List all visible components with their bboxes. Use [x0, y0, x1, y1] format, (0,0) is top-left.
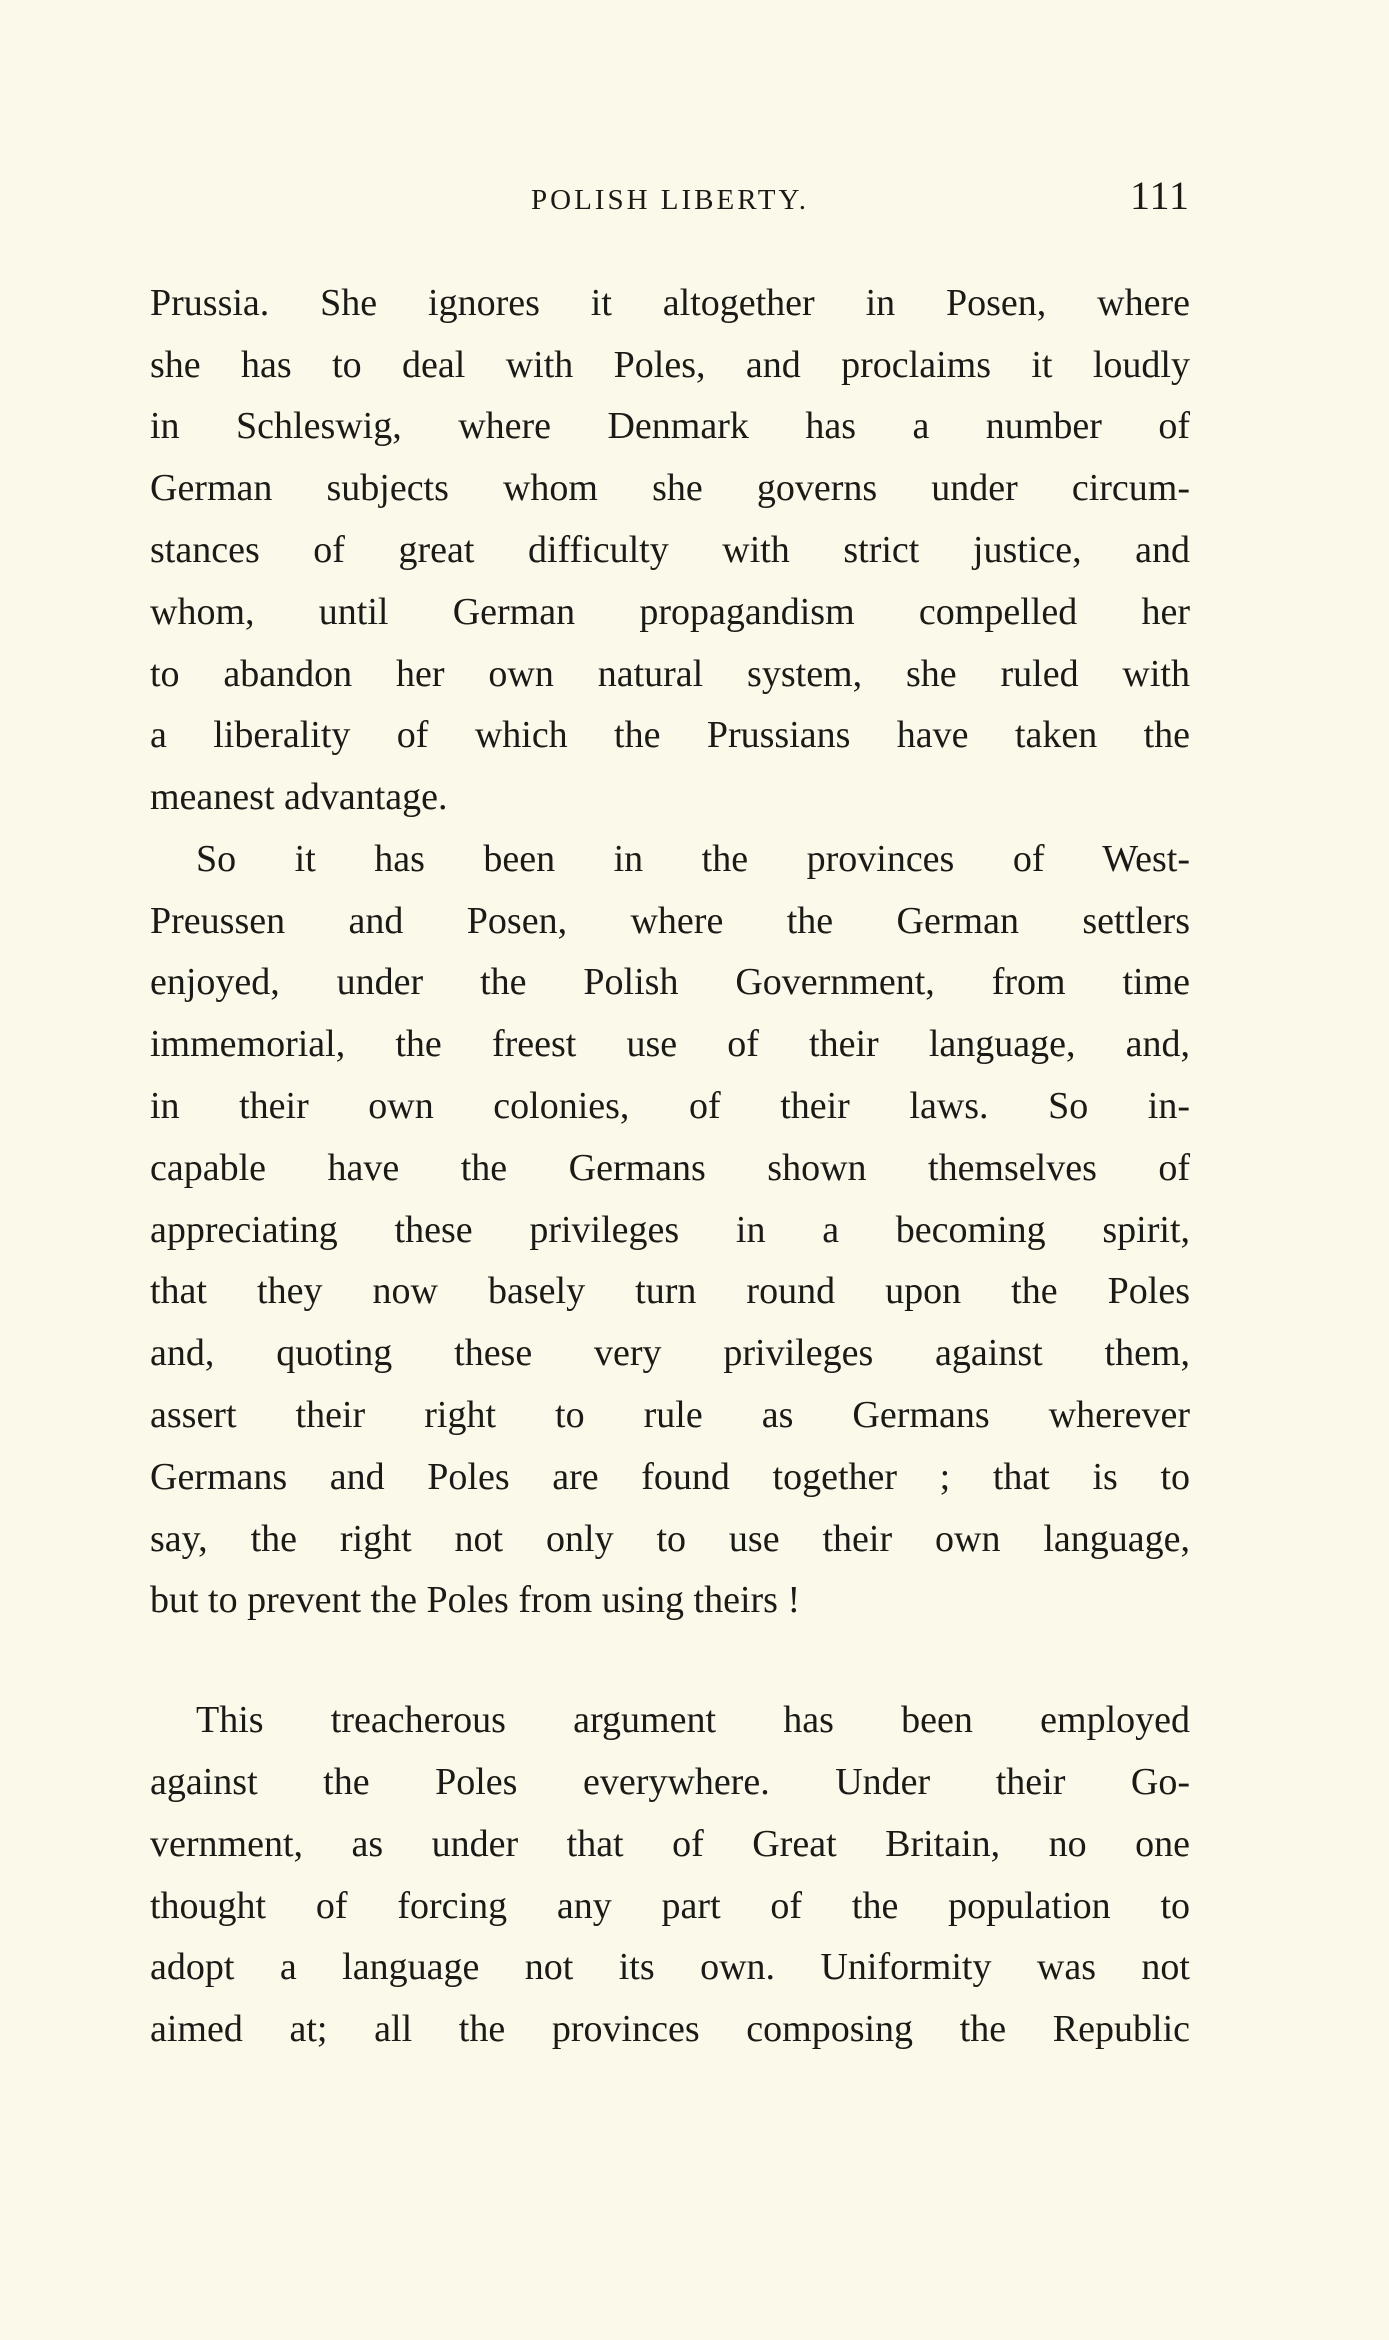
text-line: So it has been in the provinces of West- — [196, 838, 1190, 880]
text-line: say, the right not only to use their own language, — [150, 1518, 1190, 1560]
text-line: capable have the Germans shown themselves of — [150, 1147, 1190, 1189]
text-line: stances of great difficulty with strict justice, and — [150, 529, 1190, 571]
text-line: meanest advantage. — [150, 776, 448, 818]
text-line: to abandon her own natural system, she ruled with — [150, 653, 1190, 695]
text-line: thought of forcing any part of the population to — [150, 1885, 1190, 1927]
text-line: This treacherous argument has been employed — [196, 1699, 1190, 1741]
text-line: but to prevent the Poles from using theirs ! — [150, 1579, 801, 1621]
text-line: vernment, as under that of Great Britain, no one — [150, 1823, 1190, 1865]
text-line: and, quoting these very privileges against them, — [150, 1332, 1190, 1374]
text-line: in Schleswig, where Denmark has a number of — [150, 405, 1190, 447]
running-head — [150, 172, 1190, 232]
text-line: she has to deal with Poles, and proclaims it loudly — [150, 344, 1190, 386]
text-line: immemorial, the freest use of their language, and, — [150, 1023, 1190, 1065]
text-line: in their own colonies, of their laws. So in- — [150, 1085, 1190, 1127]
text-line: assert their right to rule as Germans wherever — [150, 1394, 1190, 1436]
text-line: Germans and Poles are found together ; that is to — [150, 1456, 1190, 1498]
page-number: 111 — [1129, 173, 1190, 218]
text-line: aimed at; all the provinces composing the Republic — [150, 2008, 1190, 2050]
text-line: whom, until German propagandism compelled her — [150, 591, 1190, 633]
running-title: POLISH LIBERTY. — [531, 184, 809, 216]
text-line: German subjects whom she governs under circum- — [150, 467, 1190, 509]
text-line: adopt a language not its own. Uniformity was not — [150, 1946, 1190, 1988]
text-line: appreciating these privileges in a becoming spirit, — [150, 1209, 1190, 1251]
text-line: Preussen and Posen, where the German settlers — [150, 900, 1190, 942]
text-line: against the Poles everywhere. Under their Go- — [150, 1761, 1190, 1803]
text-line: that they now basely turn round upon the Poles — [150, 1270, 1190, 1312]
text-line: a liberality of which the Prussians have taken the — [150, 714, 1190, 756]
text-line: Prussia. She ignores it altogether in Posen, where — [150, 282, 1190, 324]
text-line: enjoyed, under the Polish Government, from time — [150, 961, 1190, 1003]
